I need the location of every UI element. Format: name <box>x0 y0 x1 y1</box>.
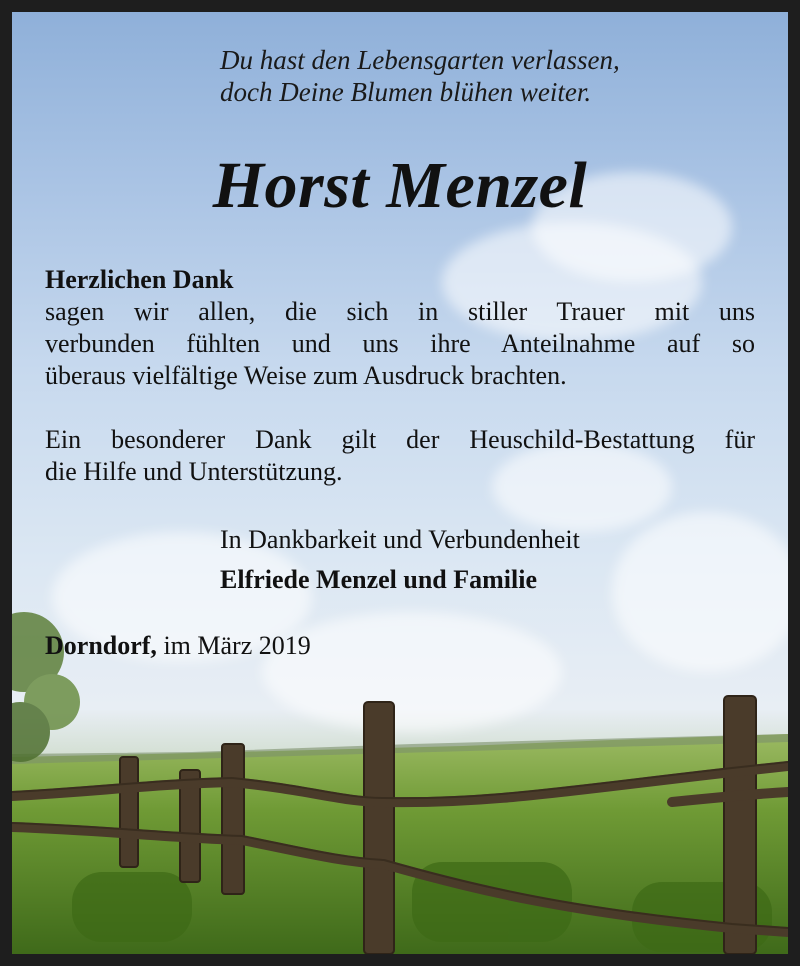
place-date <box>45 630 311 662</box>
thanks-paragraph-1 <box>45 296 755 392</box>
background-landscape-panel <box>12 12 788 954</box>
paragraph-line: verbunden fühlten und uns ihre Anteilnahme auf so <box>45 329 755 358</box>
deceased-name: Horst Menzel <box>212 149 588 222</box>
signature: Elfriede Menzel und Familie <box>220 565 538 594</box>
paragraph-line: Ein besonderer Dank gilt der Heuschild-Bestattung für <box>45 425 755 454</box>
place-name: Dorndorf, <box>45 631 157 660</box>
paragraph-line: sagen wir allen, die sich in stiller Trauer mit uns <box>45 297 755 326</box>
closing-block <box>220 520 580 600</box>
memorial-verse <box>220 44 620 108</box>
paragraph-line: die Hilfe und Unterstützung. <box>45 457 343 486</box>
thanks-paragraph-2 <box>45 424 755 488</box>
verse-line-1: Du hast den Lebensgarten verlassen, <box>220 45 620 75</box>
closing-line: In Dankbarkeit und Verbundenheit <box>220 525 580 554</box>
thanks-heading: Herzlichen Dank <box>45 265 234 294</box>
date-text: im März 2019 <box>156 631 311 660</box>
verse-line-2: doch Deine Blumen blühen weiter. <box>220 77 592 107</box>
paragraph-line: überaus vielfältige Weise zum Ausdruck brachten. <box>45 361 567 390</box>
